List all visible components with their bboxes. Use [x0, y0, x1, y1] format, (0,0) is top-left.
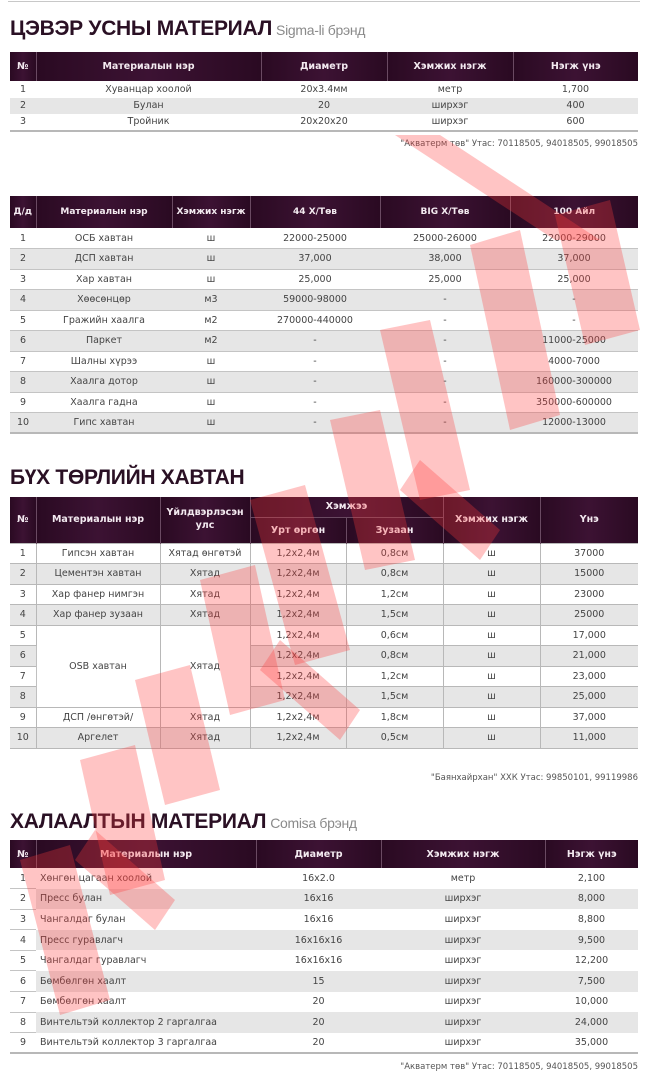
table-cell: 0,8см	[346, 646, 443, 667]
clean-water-materials-table	[10, 52, 638, 132]
table-cell: м2	[172, 331, 250, 352]
table-cell: 4	[10, 930, 36, 951]
table-cell: -	[250, 331, 380, 352]
table-cell: 0,5см	[346, 728, 443, 749]
table-cell: 1,2x2,4м	[250, 728, 346, 749]
table-cell: ш	[172, 351, 250, 372]
table-cell: 2	[10, 889, 36, 910]
table-cell: ш	[443, 687, 540, 708]
table-row	[10, 351, 638, 372]
table-cell: 2	[10, 249, 36, 270]
header-unit: Хэмжих нэгж	[443, 497, 540, 543]
table-cell: Хар фанер зузаан	[36, 605, 160, 626]
table-row	[10, 909, 638, 930]
table-cell: ш	[443, 728, 540, 749]
contact-info: "Акватерм төв" Утас: 70118505, 94018505, 99018505	[400, 139, 638, 149]
table-cell: 5	[10, 310, 36, 331]
table-cell: ширхэг	[381, 930, 545, 951]
table-cell: Цементэн хавтан	[36, 564, 160, 585]
table-cell: 1,2x2,4м	[250, 605, 346, 626]
header-material-name: Материалын нэр	[36, 497, 160, 543]
table-cell: ш	[172, 269, 250, 290]
table-cell: Хаалга дотор	[36, 372, 172, 393]
table-row	[10, 625, 638, 646]
table-cell: 6	[10, 646, 36, 667]
table-cell: 16x16	[303, 913, 334, 925]
section-title-all-boards	[10, 466, 244, 490]
section-title-text: ЦЭВЭР УСНЫ МАТЕРИАЛ	[10, 17, 273, 40]
table-cell: ш	[172, 372, 250, 393]
header-size: Хэмжээ	[250, 497, 443, 517]
table-cell: 9	[10, 1033, 36, 1054]
table-cell: 25,000	[510, 269, 638, 290]
header-no: №	[10, 52, 36, 81]
table-cell: 15	[256, 971, 381, 992]
table-cell: 3	[10, 909, 36, 930]
table-cell: Винтельтэй коллектор 3 гаргалгаа	[36, 1033, 256, 1054]
table-cell: 1,2x2,4м	[250, 666, 346, 687]
table-cell: ширхэг	[387, 98, 513, 115]
table-cell: 37,000	[540, 707, 638, 728]
table-cell: Бөмбөлгөн хаалт	[36, 971, 256, 992]
table-cell: ш	[172, 413, 250, 434]
table-cell: 37,000	[510, 249, 638, 270]
table-cell: ширхэг	[381, 889, 545, 910]
table-cell: ширхэг	[444, 996, 482, 1008]
table-cell: 10	[10, 413, 36, 434]
table-cell: 15000	[540, 564, 638, 585]
table-cell: 2	[10, 564, 36, 585]
table-body	[10, 228, 638, 433]
table-cell: ш	[172, 392, 250, 413]
header-length-width: Урт өргөн	[250, 517, 346, 543]
header-price: Үнэ	[540, 497, 638, 543]
header-thickness: Зузаан	[346, 517, 443, 543]
table-cell: 20	[256, 1012, 381, 1033]
table-cell: 20	[312, 996, 325, 1008]
table-cell: -	[380, 351, 510, 372]
table-cell: 8	[10, 1012, 36, 1033]
table-row	[10, 950, 638, 971]
table-row	[10, 868, 638, 889]
table-cell: 20x20x20	[261, 114, 387, 131]
table-row	[10, 228, 638, 249]
table-cell: Чангалдаг гуравлагч	[40, 955, 147, 967]
header-diameter: Диаметр	[261, 52, 387, 81]
table-cell: 600	[513, 114, 638, 131]
table-cell: 12,200	[574, 955, 609, 967]
table-cell: 16x16x16	[294, 955, 343, 967]
table-cell: 7	[10, 992, 36, 1013]
table-cell: 1,2x2,4м	[250, 584, 346, 605]
table-cell: 1,5см	[346, 687, 443, 708]
table-cell: 4	[10, 290, 36, 311]
table-row	[10, 372, 638, 393]
table-cell: 21,000	[540, 646, 638, 667]
table-header-row	[10, 840, 638, 868]
table-cell: -	[250, 372, 380, 393]
table-cell: ДСП /өнгөтэй/	[36, 707, 160, 728]
table-cell: Хятад	[160, 584, 250, 605]
table-cell: 1,5см	[346, 605, 443, 626]
table-cell: -	[510, 310, 638, 331]
table-cell: 38,000	[380, 249, 510, 270]
table-cell: 1,2x2,4м	[250, 687, 346, 708]
table-cell: 0,6см	[346, 625, 443, 646]
table-cell: Пресс булан	[36, 889, 256, 910]
table-row	[10, 564, 638, 585]
header-diameter: Диаметр	[256, 840, 381, 868]
table-cell: Хятад	[160, 625, 250, 707]
table-cell: ш	[443, 646, 540, 667]
top-divider	[8, 1, 640, 2]
table-cell: 20	[256, 1033, 381, 1054]
table-cell: 1	[10, 868, 36, 889]
header-unit-price: Нэгж үнэ	[545, 840, 638, 868]
table-cell: 10,000	[574, 996, 609, 1008]
table-row	[10, 1012, 638, 1033]
brand-label: Comisa брэнд	[270, 815, 357, 831]
table-cell: ш	[443, 707, 540, 728]
boards-table	[10, 497, 638, 749]
table-row	[10, 707, 638, 728]
table-cell: 1,2x2,4м	[250, 625, 346, 646]
table-cell: 35,000	[545, 1033, 638, 1054]
table-cell: 350000-600000	[510, 392, 638, 413]
table-row	[10, 971, 638, 992]
table-row	[10, 413, 638, 434]
table-cell: Чангалдаг булан	[40, 913, 126, 925]
table-header-row	[10, 52, 638, 81]
store-price-comparison-table	[10, 196, 638, 434]
table-row	[10, 98, 638, 115]
table-row	[10, 543, 638, 564]
header-unit: Хэмжих нэгж	[172, 196, 250, 228]
table-cell: 1,2x2,4м	[250, 543, 346, 564]
header-country: Үйлдвэрлэсэн улс	[160, 497, 250, 543]
table-cell: 1	[10, 543, 36, 564]
table-cell: 25000-26000	[380, 228, 510, 249]
table-body	[10, 868, 638, 1053]
table-cell: 270000-440000	[250, 310, 380, 331]
table-cell: ширхэг	[381, 971, 545, 992]
contact-info: "Акватерм төв" Утас: 70118505, 94018505, 99018505	[400, 1062, 638, 1072]
table-cell: ширхэг	[444, 955, 482, 967]
table-cell: ш	[443, 564, 540, 585]
table-cell: 20	[261, 98, 387, 115]
table-cell: 3	[10, 114, 36, 131]
table-cell: Хар хавтан	[36, 269, 172, 290]
table-cell: 8,000	[545, 889, 638, 910]
table-cell: 5	[10, 950, 36, 971]
table-cell: Хятад өнгөтэй	[160, 543, 250, 564]
table-cell: ширхэг	[387, 114, 513, 131]
table-cell: 16x16	[256, 889, 381, 910]
table-cell: Хуванцар хоолой	[105, 83, 192, 95]
header-no: №	[10, 840, 36, 868]
table-cell: Аргелет	[36, 728, 160, 749]
table-cell: 22000-29000	[510, 228, 638, 249]
table-cell: 7	[10, 351, 36, 372]
table-cell: 37000	[540, 543, 638, 564]
table-cell: 25000	[540, 605, 638, 626]
table-cell: м3	[172, 290, 250, 311]
table-cell: -	[380, 331, 510, 352]
section-title-clean-water	[10, 17, 365, 41]
section-title-text: БҮХ ТӨРЛИЙН ХАВТАН	[10, 466, 245, 489]
header-unit-price: Нэгж үнэ	[513, 52, 638, 81]
table-cell: 160000-300000	[510, 372, 638, 393]
table-cell: Пресс гуравлагч	[36, 930, 256, 951]
table-cell: 0,8см	[346, 564, 443, 585]
table-cell: 1,2см	[346, 584, 443, 605]
table-row	[10, 392, 638, 413]
table-cell: 2	[10, 98, 36, 115]
table-cell: 7,500	[545, 971, 638, 992]
table-cell: ш	[443, 666, 540, 687]
table-row	[10, 605, 638, 626]
table-cell: 4	[10, 605, 36, 626]
table-cell: 23,000	[540, 666, 638, 687]
table-cell: 16x16x16	[256, 930, 381, 951]
table-cell: Хятад	[160, 707, 250, 728]
table-cell: 11,000	[540, 728, 638, 749]
table-cell: 10	[10, 728, 36, 749]
table-cell: ОСБ хавтан	[36, 228, 172, 249]
table-cell: Паркет	[36, 331, 172, 352]
table-cell: Гипсэн хавтан	[36, 543, 160, 564]
table-row	[10, 992, 638, 1013]
table-cell: 16x2.0	[302, 872, 335, 884]
table-cell: Бөмбөлгөн хаалт	[40, 996, 127, 1008]
table-body	[10, 543, 638, 748]
table-cell: Хятад	[160, 605, 250, 626]
table-cell: 5	[10, 625, 36, 646]
table-cell: Хар фанер нимгэн	[36, 584, 160, 605]
table-row	[10, 331, 638, 352]
table-cell: Хөнгөн цагаан хоолой	[40, 872, 153, 884]
table-row	[10, 728, 638, 749]
header-material-name: Материалын нэр	[36, 52, 261, 81]
table-cell: Булан	[36, 98, 261, 115]
table-cell: 2,100	[577, 872, 606, 884]
table-cell: ш	[172, 249, 250, 270]
table-cell: -	[250, 413, 380, 434]
table-cell: 1	[10, 228, 36, 249]
section-title-heating	[10, 810, 357, 834]
header-store-100-ail: 100 Айл	[510, 196, 638, 228]
table-row	[10, 269, 638, 290]
table-cell: 59000-98000	[250, 290, 380, 311]
table-cell: -	[510, 290, 638, 311]
table-cell: 1,8см	[346, 707, 443, 728]
table-header-row	[10, 497, 638, 517]
table-cell: Хаалга гадна	[36, 392, 172, 413]
table-cell: 17,000	[540, 625, 638, 646]
table-cell: 20x3.4мм	[300, 83, 348, 95]
table-cell: 8,800	[577, 913, 606, 925]
table-row	[10, 1033, 638, 1054]
table-cell: ш	[443, 543, 540, 564]
table-row	[10, 584, 638, 605]
table-cell: 8	[10, 687, 36, 708]
table-cell: 22000-25000	[250, 228, 380, 249]
table-row	[10, 310, 638, 331]
table-cell: Шалны хүрээ	[36, 351, 172, 372]
table-row	[10, 81, 638, 98]
table-cell: Хөөсөнцөр	[36, 290, 172, 311]
table-cell: 1,2x2,4м	[250, 564, 346, 585]
brand-label: Sigma-li брэнд	[276, 22, 366, 38]
table-cell: ДСП хавтан	[36, 249, 172, 270]
table-cell: -	[250, 392, 380, 413]
table-cell: 3	[10, 584, 36, 605]
contact-info: "Баянхайрхан" ХХК Утас: 99850101, 99119986	[430, 773, 638, 783]
table-cell: ширхэг	[444, 913, 482, 925]
table-cell: OSB хавтан	[36, 625, 160, 707]
table-cell: -	[380, 372, 510, 393]
table-cell: 1,700	[561, 83, 590, 95]
table-cell: 6	[10, 331, 36, 352]
table-cell: 1	[19, 83, 27, 95]
header-store-big: BIG Х/Төв	[380, 196, 510, 228]
table-cell: -	[380, 392, 510, 413]
table-cell: 4000-7000	[510, 351, 638, 372]
table-cell: 23000	[540, 584, 638, 605]
table-cell: -	[250, 351, 380, 372]
table-cell: 8	[10, 372, 36, 393]
table-cell: метр	[450, 872, 476, 884]
table-cell: ширхэг	[381, 1033, 545, 1054]
table-cell: -	[380, 310, 510, 331]
table-row	[10, 114, 638, 131]
table-cell: Хятад	[160, 728, 250, 749]
table-cell: 11000-25000	[510, 331, 638, 352]
table-header-row	[10, 196, 638, 228]
table-cell: 400	[513, 98, 638, 115]
table-cell: ширхэг	[381, 1012, 545, 1033]
table-cell: Тройник	[36, 114, 261, 131]
header-material-name: Материалын нэр	[36, 840, 256, 868]
table-cell: -	[380, 413, 510, 434]
table-cell: 1,2x2,4м	[250, 646, 346, 667]
header-unit: Хэмжих нэгж	[381, 840, 545, 868]
table-cell: м2	[172, 310, 250, 331]
table-cell: ш	[443, 625, 540, 646]
table-cell: Гипс хавтан	[36, 413, 172, 434]
table-cell: 6	[10, 971, 36, 992]
table-row	[10, 889, 638, 910]
table-cell: 3	[10, 269, 36, 290]
header-no: Д/д	[10, 196, 36, 228]
table-cell: 25,000	[380, 269, 510, 290]
header-material-name: Материалын нэр	[36, 196, 172, 228]
table-cell: 9	[10, 392, 36, 413]
table-cell: Винтельтэй коллектор 2 гаргалгаа	[36, 1012, 256, 1033]
table-cell: 9	[10, 707, 36, 728]
table-cell: ш	[443, 605, 540, 626]
table-cell: 7	[10, 666, 36, 687]
table-cell: 25,000	[250, 269, 380, 290]
table-cell: 0,8см	[346, 543, 443, 564]
table-cell: 9,500	[545, 930, 638, 951]
table-row	[10, 249, 638, 270]
heating-materials-table	[10, 840, 638, 1054]
table-cell: 12000-13000	[510, 413, 638, 434]
header-unit: Хэмжих нэгж	[387, 52, 513, 81]
table-cell: Хятад	[160, 564, 250, 585]
table-cell: 24,000	[545, 1012, 638, 1033]
table-cell: 37,000	[250, 249, 380, 270]
table-cell: Гражийн хаалга	[36, 310, 172, 331]
table-cell: ш	[443, 584, 540, 605]
header-no: №	[10, 497, 36, 543]
table-row	[10, 290, 638, 311]
table-cell: метр	[437, 83, 463, 95]
table-cell: -	[380, 290, 510, 311]
header-store-44: 44 Х/Төв	[250, 196, 380, 228]
table-cell: 25,000	[540, 687, 638, 708]
table-cell: 1,2см	[346, 666, 443, 687]
table-cell: 1,2x2,4м	[250, 707, 346, 728]
section-title-text: ХАЛААЛТЫН МАТЕРИАЛ	[10, 810, 267, 833]
table-cell: ш	[172, 228, 250, 249]
table-body	[10, 81, 638, 131]
table-row	[10, 930, 638, 951]
